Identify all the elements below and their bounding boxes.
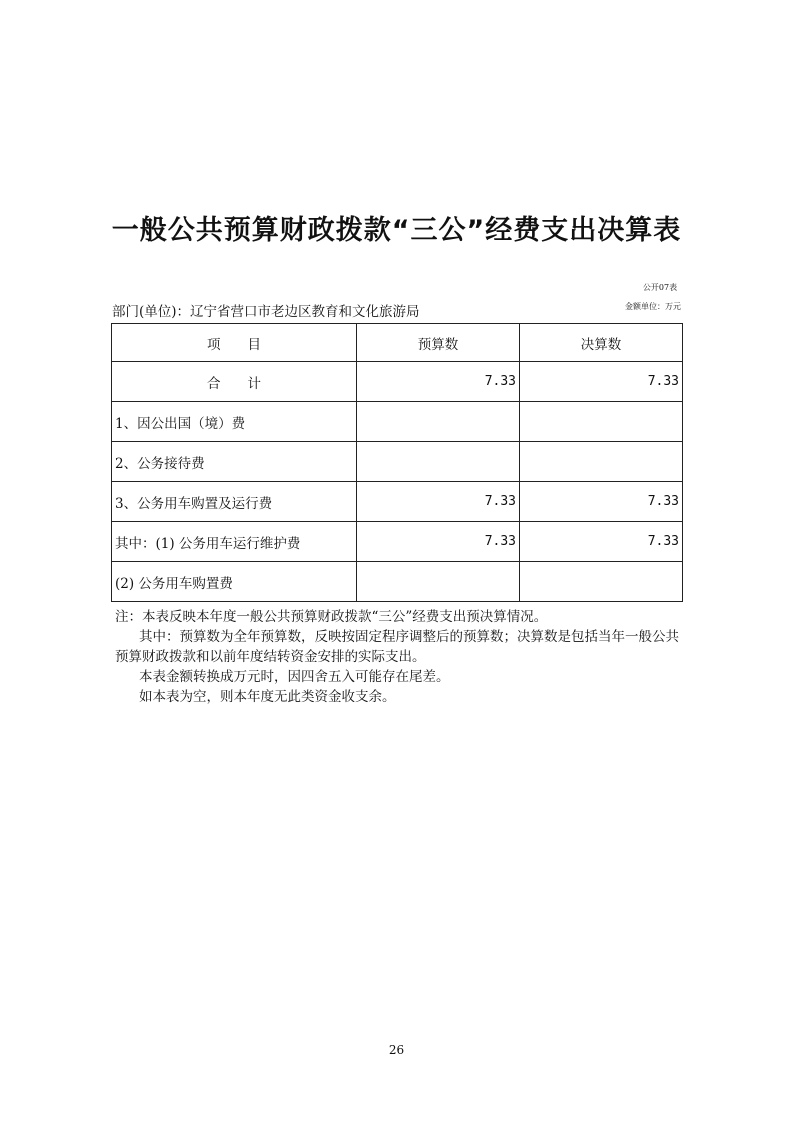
- row-item: 合 计: [112, 362, 357, 402]
- department-label: 部门(单位)：辽宁省营口市老边区教育和文化旅游局: [112, 304, 420, 320]
- row-item: 1、因公出国（境）费: [112, 402, 357, 442]
- amount-unit: 金额单位：万元: [625, 302, 681, 311]
- notes-section: [115, 607, 685, 707]
- table-row: [112, 362, 683, 402]
- table-row: [112, 482, 683, 522]
- table-row: [112, 562, 683, 602]
- row-item: 2、公务接待费: [112, 442, 357, 482]
- note-paragraph: 注：本表反映本年度一般公共预算财政拨款“三公”经费支出预决算情况。: [115, 609, 548, 625]
- row-final: 7.33: [520, 522, 683, 562]
- note-paragraph: 其中：预算数为全年预算数，反映按固定程序调整后的预算数；决算数是包括当年一般公共预算财政拨款和以前年度结转资金安排的实际支出。: [115, 629, 679, 665]
- row-final: 7.33: [520, 482, 683, 522]
- row-budget: 7.33: [357, 482, 520, 522]
- row-budget: 7.33: [357, 522, 520, 562]
- table-header-row: [112, 324, 683, 362]
- row-item: 3、公务用车购置及运行费: [112, 482, 357, 522]
- note-paragraph: 如本表为空，则本年度无此类资金收支余。: [139, 689, 396, 705]
- row-item: (2) 公务用车购置费: [112, 562, 357, 602]
- row-budget: [357, 442, 520, 482]
- table-row: [112, 402, 683, 442]
- header-final: 决算数: [520, 324, 683, 362]
- page-title: 一般公共预算财政拨款“三公”经费支出决算表: [111, 215, 682, 246]
- form-code: 公开07表: [642, 283, 678, 292]
- header-item: 项 目: [112, 324, 357, 362]
- header-budget: 预算数: [357, 324, 520, 362]
- row-budget: 7.33: [357, 362, 520, 402]
- row-final: [520, 402, 683, 442]
- row-budget: [357, 562, 520, 602]
- row-final: [520, 442, 683, 482]
- table-row: [112, 442, 683, 482]
- table-row: [112, 522, 683, 562]
- page-number: 26: [388, 1043, 405, 1057]
- row-item: 其中：(1) 公务用车运行维护费: [112, 522, 357, 562]
- note-paragraph: 本表金额转换成万元时，因四舍五入可能存在尾差。: [139, 669, 450, 685]
- expenditure-table: [111, 323, 683, 602]
- row-budget: [357, 402, 520, 442]
- row-final: 7.33: [520, 362, 683, 402]
- row-final: [520, 562, 683, 602]
